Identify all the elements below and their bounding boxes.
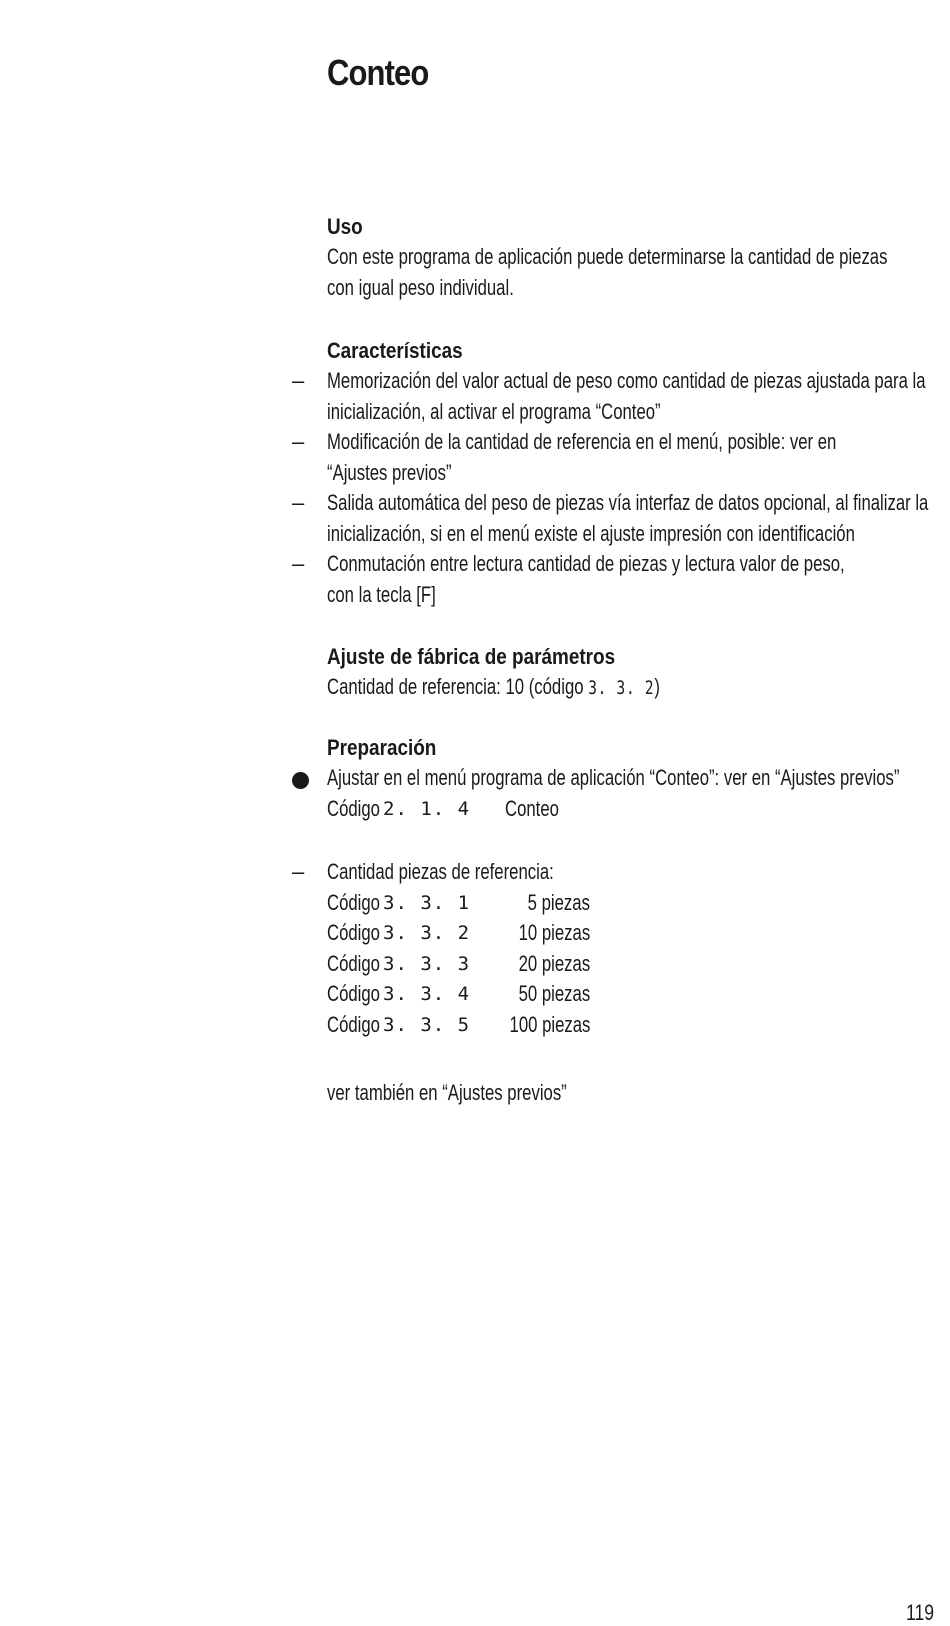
dash-bullet-icon: – (292, 368, 305, 393)
see-also-text: ver también en “Ajustes previos” (327, 1080, 567, 1105)
list-item (292, 549, 927, 610)
list-item-line: inicialización, al activar el programa “Conteo” (327, 398, 661, 424)
page-title: Conteo (327, 52, 429, 93)
quantity: 10 piezas (518, 920, 590, 945)
code-description: Conteo (505, 795, 559, 821)
table-row (327, 918, 590, 949)
list-item-line: con la tecla [F] (327, 581, 436, 607)
quantity: 5 piezas (527, 889, 590, 915)
code-label: Código (327, 920, 380, 945)
paragraph-line: Con este programa de aplicación puede determinarse la cantidad de piezas (327, 244, 888, 269)
reference-table (327, 888, 590, 1041)
table-row (327, 888, 590, 919)
dash-bullet-icon: – (292, 859, 305, 884)
list-item (292, 427, 927, 488)
factory-setting-text (327, 672, 660, 704)
code-value: 2. 1. 4 (383, 797, 471, 820)
list-item-line: “Ajustes previos” (327, 459, 452, 485)
quantity: 100 piezas (509, 1011, 590, 1037)
table-row (327, 1010, 590, 1041)
code-label: Código (327, 981, 380, 1006)
code-value: 3. 3. 4 (383, 983, 471, 1005)
dash-bullet-icon: – (292, 429, 305, 454)
section-ajuste-fabrica (327, 642, 927, 703)
factory-setting-suffix: ) (654, 674, 660, 699)
round-bullet-icon (292, 772, 309, 789)
section-heading: Ajuste de fábrica de parámetros (327, 644, 616, 669)
code-value: 3. 3. 3 (383, 952, 471, 975)
code-label: Código (327, 950, 380, 976)
list-item-line: inicialización, si en el menú existe el ajuste impresión con identificación (327, 520, 855, 546)
code-value: 3. 3. 2 (383, 922, 471, 944)
dash-bullet-icon: – (292, 490, 305, 515)
see-also (327, 1078, 927, 1109)
code-value: 3. 3. 1 (383, 891, 471, 914)
section-heading: Uso (327, 214, 363, 239)
list-item-line: Modificación de la cantidad de referencia en el menú, posible: ver en (327, 429, 837, 454)
list-item (327, 763, 927, 824)
page-number: 119 (905, 1600, 934, 1625)
list-item (292, 857, 927, 1040)
code-label: Código (327, 889, 380, 915)
list-item-line: Salida automática del peso de piezas vía interfaz de datos opcional, al finalizar la (327, 490, 929, 515)
paragraph-line: con igual peso individual. (327, 274, 514, 300)
code-value: 3. 3. 5 (383, 1013, 471, 1036)
quantity: 50 piezas (518, 981, 590, 1006)
list-item-line: Conmutación entre lectura cantidad de piezas y lectura valor de peso, (327, 551, 845, 576)
factory-setting-code: 3. 3. 2 (588, 677, 655, 699)
section-heading: Preparación (327, 735, 437, 760)
code-line (327, 794, 927, 825)
list-item (292, 366, 927, 427)
section-uso (327, 212, 927, 303)
section-heading: Características (327, 338, 463, 363)
list-item-line: Ajustar en el menú programa de aplicación “Conteo”: ver en “Ajustes previos” (327, 765, 900, 790)
dash-bullet-icon: – (292, 551, 305, 576)
code-label: Código (327, 1011, 380, 1037)
factory-setting-line (327, 672, 927, 703)
list-item (292, 488, 929, 549)
factory-setting-prefix: Cantidad de referencia: 10 (código (327, 674, 589, 699)
code-label: Código (327, 795, 380, 821)
quantity: 20 piezas (518, 950, 590, 976)
table-row (327, 949, 590, 980)
list-item-line: Cantidad piezas de referencia: (327, 859, 554, 884)
section-preparacion (327, 733, 927, 824)
section-caracteristicas (292, 336, 929, 610)
section-referencia (292, 857, 927, 1040)
table-row (327, 979, 590, 1010)
list-item-line: Memorización del valor actual de peso como cantidad de piezas ajustada para la (327, 368, 926, 393)
